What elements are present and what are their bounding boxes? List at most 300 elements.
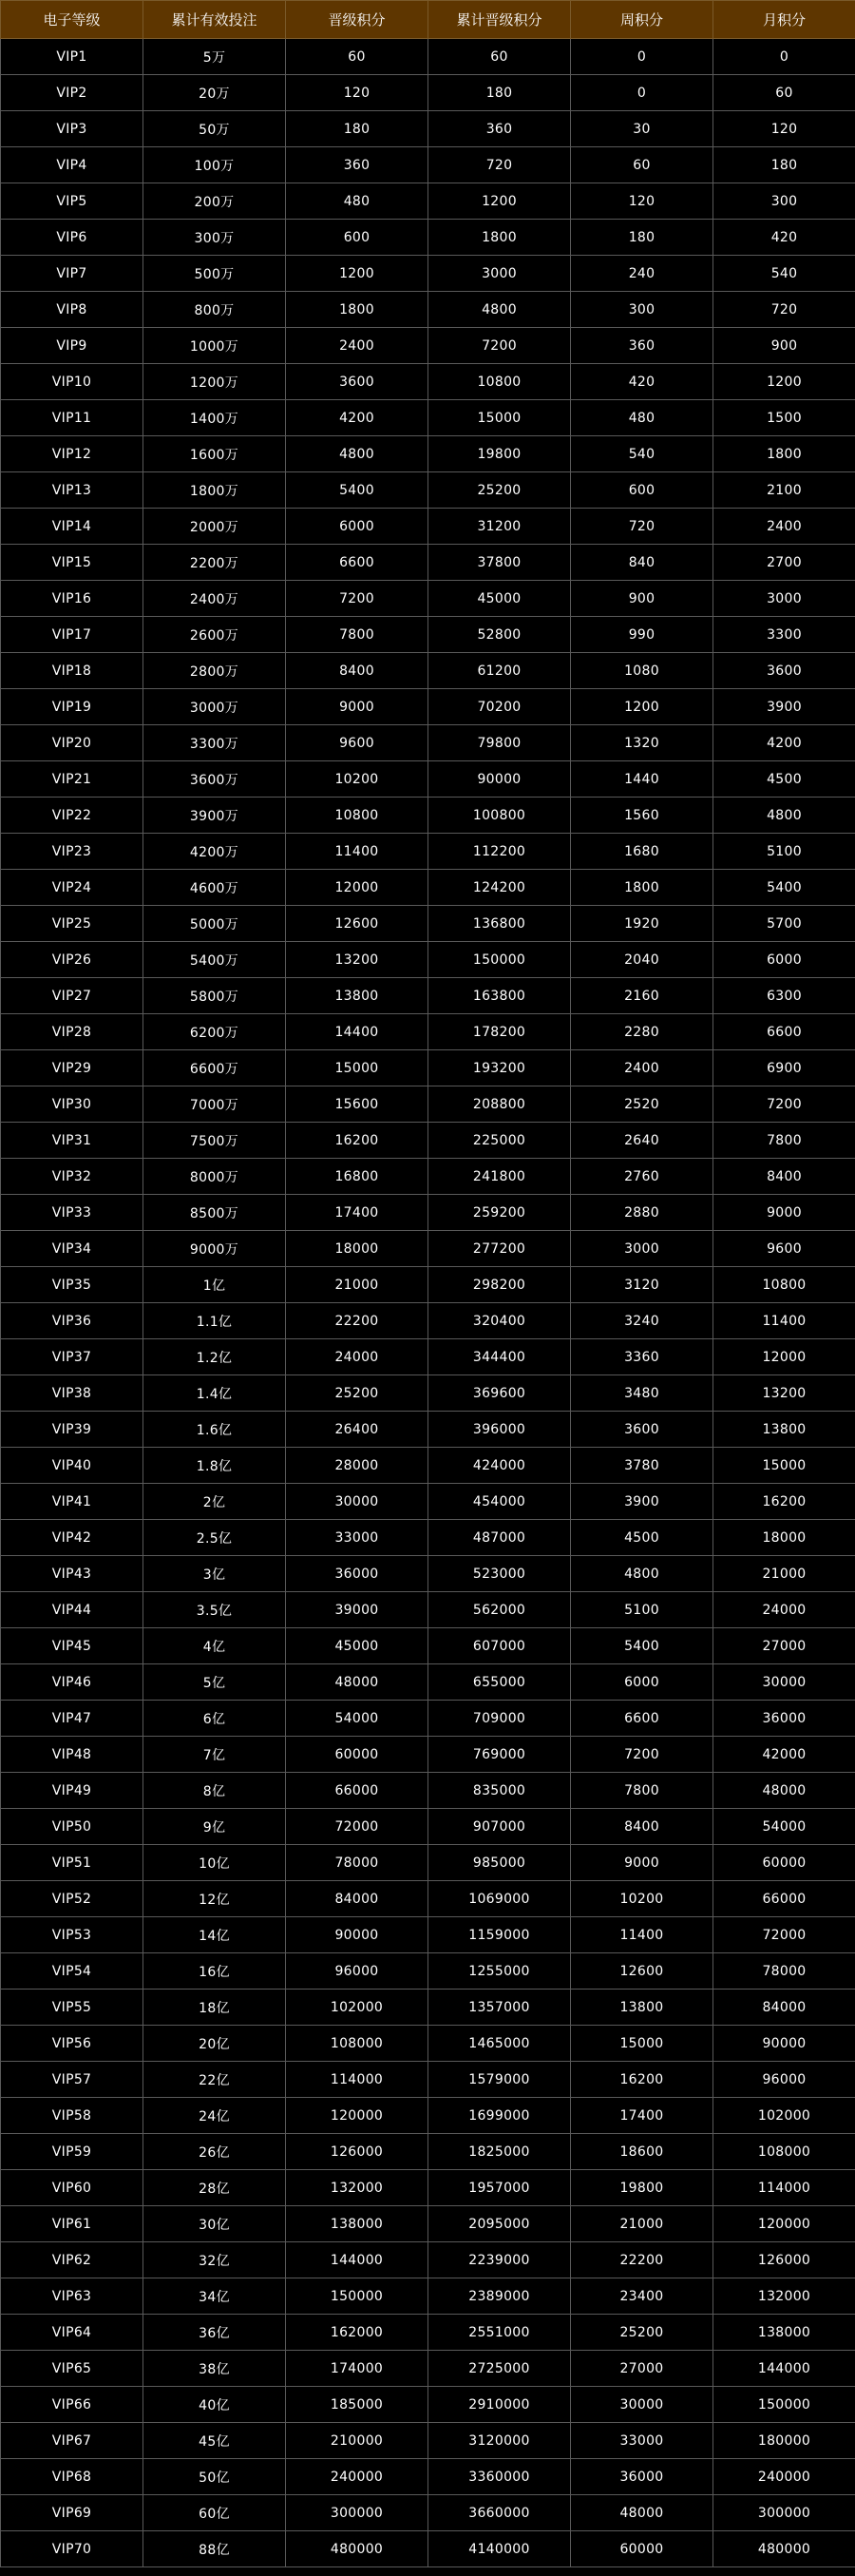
cell-monthly-points: 180000 bbox=[713, 2423, 855, 2459]
header-cell-weekly-points: 周积分 bbox=[571, 1, 713, 39]
cell-weekly-points: 1320 bbox=[571, 725, 713, 761]
table-row bbox=[1, 1159, 855, 1195]
cell-promotion-points: 14400 bbox=[286, 1014, 428, 1050]
cell-promotion-points: 300000 bbox=[286, 2495, 428, 2531]
cell-level: VIP13 bbox=[1, 472, 143, 509]
table-row bbox=[1, 1339, 855, 1375]
table-row bbox=[1, 581, 855, 617]
cell-promotion-points: 8400 bbox=[286, 653, 428, 689]
cell-monthly-points: 13200 bbox=[713, 1375, 855, 1412]
cell-level: VIP44 bbox=[1, 1592, 143, 1628]
cell-weekly-points: 12600 bbox=[571, 1953, 713, 1990]
cell-total-bet: 3300万 bbox=[143, 725, 286, 761]
cell-total-promotion-points: 360 bbox=[428, 111, 571, 147]
cell-weekly-points: 22200 bbox=[571, 2242, 713, 2278]
cell-total-bet: 3000万 bbox=[143, 689, 286, 725]
cell-total-promotion-points: 2725000 bbox=[428, 2351, 571, 2387]
table-row bbox=[1, 1845, 855, 1881]
cell-total-bet: 24亿 bbox=[143, 2098, 286, 2134]
cell-weekly-points: 2520 bbox=[571, 1086, 713, 1123]
cell-promotion-points: 16200 bbox=[286, 1123, 428, 1159]
cell-weekly-points: 25200 bbox=[571, 2315, 713, 2351]
cell-monthly-points: 72000 bbox=[713, 1917, 855, 1953]
cell-monthly-points: 54000 bbox=[713, 1809, 855, 1845]
cell-monthly-points: 42000 bbox=[713, 1737, 855, 1773]
cell-total-bet: 8000万 bbox=[143, 1159, 286, 1195]
cell-monthly-points: 900 bbox=[713, 328, 855, 364]
cell-total-promotion-points: 320400 bbox=[428, 1303, 571, 1339]
cell-weekly-points: 180 bbox=[571, 220, 713, 256]
cell-promotion-points: 72000 bbox=[286, 1809, 428, 1845]
cell-weekly-points: 33000 bbox=[571, 2423, 713, 2459]
cell-total-promotion-points: 396000 bbox=[428, 1412, 571, 1448]
cell-level: VIP35 bbox=[1, 1267, 143, 1303]
cell-weekly-points: 16200 bbox=[571, 2062, 713, 2098]
cell-monthly-points: 108000 bbox=[713, 2134, 855, 2170]
cell-total-bet: 38亿 bbox=[143, 2351, 286, 2387]
cell-weekly-points: 2760 bbox=[571, 1159, 713, 1195]
cell-promotion-points: 96000 bbox=[286, 1953, 428, 1990]
cell-total-bet: 5000万 bbox=[143, 906, 286, 942]
cell-weekly-points: 6000 bbox=[571, 1664, 713, 1701]
cell-level: VIP20 bbox=[1, 725, 143, 761]
cell-total-bet: 20亿 bbox=[143, 2026, 286, 2062]
table-row bbox=[1, 400, 855, 436]
cell-promotion-points: 22200 bbox=[286, 1303, 428, 1339]
header-cell-total-promotion-points: 累计晋级积分 bbox=[428, 1, 571, 39]
cell-weekly-points: 1200 bbox=[571, 689, 713, 725]
cell-promotion-points: 4800 bbox=[286, 436, 428, 472]
cell-weekly-points: 720 bbox=[571, 509, 713, 545]
cell-level: VIP2 bbox=[1, 75, 143, 111]
cell-total-bet: 18亿 bbox=[143, 1990, 286, 2026]
cell-weekly-points: 3360 bbox=[571, 1339, 713, 1375]
cell-weekly-points: 3600 bbox=[571, 1412, 713, 1448]
cell-level: VIP61 bbox=[1, 2206, 143, 2242]
cell-level: VIP52 bbox=[1, 1881, 143, 1917]
cell-weekly-points: 420 bbox=[571, 364, 713, 400]
cell-total-promotion-points: 225000 bbox=[428, 1123, 571, 1159]
cell-monthly-points: 126000 bbox=[713, 2242, 855, 2278]
cell-monthly-points: 300 bbox=[713, 183, 855, 220]
table-row bbox=[1, 111, 855, 147]
cell-total-promotion-points: 562000 bbox=[428, 1592, 571, 1628]
cell-weekly-points: 1800 bbox=[571, 870, 713, 906]
table-row bbox=[1, 1231, 855, 1267]
cell-promotion-points: 480000 bbox=[286, 2531, 428, 2567]
cell-level: VIP68 bbox=[1, 2459, 143, 2495]
cell-monthly-points: 11400 bbox=[713, 1303, 855, 1339]
cell-promotion-points: 7200 bbox=[286, 581, 428, 617]
cell-total-bet: 1.8亿 bbox=[143, 1448, 286, 1484]
cell-promotion-points: 84000 bbox=[286, 1881, 428, 1917]
cell-total-bet: 2400万 bbox=[143, 581, 286, 617]
cell-level: VIP9 bbox=[1, 328, 143, 364]
cell-total-promotion-points: 655000 bbox=[428, 1664, 571, 1701]
table-row bbox=[1, 2170, 855, 2206]
table-row bbox=[1, 870, 855, 906]
table-row bbox=[1, 689, 855, 725]
cell-weekly-points: 5400 bbox=[571, 1628, 713, 1664]
cell-total-promotion-points: 907000 bbox=[428, 1809, 571, 1845]
cell-promotion-points: 150000 bbox=[286, 2278, 428, 2315]
cell-level: VIP12 bbox=[1, 436, 143, 472]
cell-level: VIP16 bbox=[1, 581, 143, 617]
cell-promotion-points: 66000 bbox=[286, 1773, 428, 1809]
cell-total-promotion-points: 709000 bbox=[428, 1701, 571, 1737]
table-row bbox=[1, 1412, 855, 1448]
cell-total-promotion-points: 1357000 bbox=[428, 1990, 571, 2026]
cell-total-bet: 22亿 bbox=[143, 2062, 286, 2098]
cell-weekly-points: 5100 bbox=[571, 1592, 713, 1628]
cell-promotion-points: 30000 bbox=[286, 1484, 428, 1520]
cell-total-promotion-points: 1800 bbox=[428, 220, 571, 256]
cell-weekly-points: 360 bbox=[571, 328, 713, 364]
cell-total-bet: 1.2亿 bbox=[143, 1339, 286, 1375]
cell-level: VIP67 bbox=[1, 2423, 143, 2459]
table-row bbox=[1, 1375, 855, 1412]
cell-total-bet: 20万 bbox=[143, 75, 286, 111]
cell-monthly-points: 7200 bbox=[713, 1086, 855, 1123]
cell-weekly-points: 990 bbox=[571, 617, 713, 653]
cell-total-promotion-points: 180 bbox=[428, 75, 571, 111]
cell-total-promotion-points: 259200 bbox=[428, 1195, 571, 1231]
cell-weekly-points: 6600 bbox=[571, 1701, 713, 1737]
table-row bbox=[1, 798, 855, 834]
cell-promotion-points: 24000 bbox=[286, 1339, 428, 1375]
cell-total-bet: 1.4亿 bbox=[143, 1375, 286, 1412]
cell-promotion-points: 48000 bbox=[286, 1664, 428, 1701]
cell-total-promotion-points: 4140000 bbox=[428, 2531, 571, 2567]
cell-monthly-points: 9000 bbox=[713, 1195, 855, 1231]
cell-monthly-points: 6300 bbox=[713, 978, 855, 1014]
cell-total-promotion-points: 7200 bbox=[428, 328, 571, 364]
cell-total-promotion-points: 1699000 bbox=[428, 2098, 571, 2134]
table-row bbox=[1, 1303, 855, 1339]
cell-promotion-points: 13200 bbox=[286, 942, 428, 978]
cell-promotion-points: 25200 bbox=[286, 1375, 428, 1412]
cell-level: VIP31 bbox=[1, 1123, 143, 1159]
cell-level: VIP25 bbox=[1, 906, 143, 942]
cell-monthly-points: 4500 bbox=[713, 761, 855, 798]
table-row bbox=[1, 147, 855, 183]
table-row bbox=[1, 509, 855, 545]
cell-weekly-points: 2160 bbox=[571, 978, 713, 1014]
cell-weekly-points: 19800 bbox=[571, 2170, 713, 2206]
table-body bbox=[1, 39, 855, 2567]
cell-total-bet: 6200万 bbox=[143, 1014, 286, 1050]
table-row bbox=[1, 2206, 855, 2242]
cell-weekly-points: 480 bbox=[571, 400, 713, 436]
cell-total-promotion-points: 2551000 bbox=[428, 2315, 571, 2351]
cell-monthly-points: 150000 bbox=[713, 2387, 855, 2423]
cell-monthly-points: 114000 bbox=[713, 2170, 855, 2206]
table-row bbox=[1, 1484, 855, 1520]
cell-total-bet: 28亿 bbox=[143, 2170, 286, 2206]
cell-promotion-points: 7800 bbox=[286, 617, 428, 653]
cell-weekly-points: 2040 bbox=[571, 942, 713, 978]
cell-total-bet: 2.5亿 bbox=[143, 1520, 286, 1556]
cell-total-bet: 60亿 bbox=[143, 2495, 286, 2531]
cell-total-promotion-points: 487000 bbox=[428, 1520, 571, 1556]
cell-weekly-points: 540 bbox=[571, 436, 713, 472]
cell-weekly-points: 11400 bbox=[571, 1917, 713, 1953]
cell-total-promotion-points: 150000 bbox=[428, 942, 571, 978]
cell-total-promotion-points: 3660000 bbox=[428, 2495, 571, 2531]
table-row bbox=[1, 834, 855, 870]
cell-level: VIP22 bbox=[1, 798, 143, 834]
cell-total-bet: 6600万 bbox=[143, 1050, 286, 1086]
cell-total-bet: 3.5亿 bbox=[143, 1592, 286, 1628]
cell-monthly-points: 144000 bbox=[713, 2351, 855, 2387]
cell-promotion-points: 78000 bbox=[286, 1845, 428, 1881]
cell-level: VIP4 bbox=[1, 147, 143, 183]
cell-monthly-points: 1800 bbox=[713, 436, 855, 472]
cell-promotion-points: 33000 bbox=[286, 1520, 428, 1556]
cell-weekly-points: 48000 bbox=[571, 2495, 713, 2531]
cell-level: VIP69 bbox=[1, 2495, 143, 2531]
cell-monthly-points: 120000 bbox=[713, 2206, 855, 2242]
cell-total-promotion-points: 163800 bbox=[428, 978, 571, 1014]
cell-total-bet: 7000万 bbox=[143, 1086, 286, 1123]
table-row bbox=[1, 256, 855, 292]
cell-monthly-points: 30000 bbox=[713, 1664, 855, 1701]
cell-total-promotion-points: 136800 bbox=[428, 906, 571, 942]
cell-total-promotion-points: 369600 bbox=[428, 1375, 571, 1412]
cell-total-bet: 2800万 bbox=[143, 653, 286, 689]
cell-monthly-points: 132000 bbox=[713, 2278, 855, 2315]
cell-total-bet: 500万 bbox=[143, 256, 286, 292]
table-row bbox=[1, 2495, 855, 2531]
cell-total-promotion-points: 31200 bbox=[428, 509, 571, 545]
table-row bbox=[1, 1520, 855, 1556]
cell-total-promotion-points: 523000 bbox=[428, 1556, 571, 1592]
cell-total-bet: 4亿 bbox=[143, 1628, 286, 1664]
cell-total-promotion-points: 1957000 bbox=[428, 2170, 571, 2206]
table-row bbox=[1, 2423, 855, 2459]
cell-total-bet: 9亿 bbox=[143, 1809, 286, 1845]
cell-monthly-points: 16200 bbox=[713, 1484, 855, 1520]
cell-monthly-points: 3600 bbox=[713, 653, 855, 689]
cell-level: VIP26 bbox=[1, 942, 143, 978]
table-row bbox=[1, 653, 855, 689]
cell-promotion-points: 132000 bbox=[286, 2170, 428, 2206]
cell-total-bet: 7亿 bbox=[143, 1737, 286, 1773]
cell-level: VIP34 bbox=[1, 1231, 143, 1267]
cell-total-promotion-points: 2239000 bbox=[428, 2242, 571, 2278]
table-row bbox=[1, 1881, 855, 1917]
cell-total-bet: 3600万 bbox=[143, 761, 286, 798]
cell-total-promotion-points: 1200 bbox=[428, 183, 571, 220]
cell-monthly-points: 6900 bbox=[713, 1050, 855, 1086]
cell-weekly-points: 4800 bbox=[571, 1556, 713, 1592]
cell-total-bet: 4600万 bbox=[143, 870, 286, 906]
cell-weekly-points: 4500 bbox=[571, 1520, 713, 1556]
cell-level: VIP62 bbox=[1, 2242, 143, 2278]
cell-total-bet: 3亿 bbox=[143, 1556, 286, 1592]
cell-total-promotion-points: 90000 bbox=[428, 761, 571, 798]
cell-total-bet: 40亿 bbox=[143, 2387, 286, 2423]
cell-level: VIP10 bbox=[1, 364, 143, 400]
cell-monthly-points: 3300 bbox=[713, 617, 855, 653]
cell-weekly-points: 13800 bbox=[571, 1990, 713, 2026]
cell-weekly-points: 60 bbox=[571, 147, 713, 183]
cell-monthly-points: 78000 bbox=[713, 1953, 855, 1990]
table-row bbox=[1, 472, 855, 509]
cell-total-promotion-points: 985000 bbox=[428, 1845, 571, 1881]
cell-promotion-points: 54000 bbox=[286, 1701, 428, 1737]
cell-total-bet: 34亿 bbox=[143, 2278, 286, 2315]
cell-total-bet: 100万 bbox=[143, 147, 286, 183]
cell-total-promotion-points: 45000 bbox=[428, 581, 571, 617]
table-row bbox=[1, 2242, 855, 2278]
cell-level: VIP5 bbox=[1, 183, 143, 220]
cell-total-bet: 9000万 bbox=[143, 1231, 286, 1267]
cell-monthly-points: 8400 bbox=[713, 1159, 855, 1195]
table-row bbox=[1, 436, 855, 472]
cell-level: VIP50 bbox=[1, 1809, 143, 1845]
cell-monthly-points: 5700 bbox=[713, 906, 855, 942]
table-row bbox=[1, 1990, 855, 2026]
header-cell-promotion-points: 晋级积分 bbox=[286, 1, 428, 39]
cell-promotion-points: 13800 bbox=[286, 978, 428, 1014]
cell-total-bet: 16亿 bbox=[143, 1953, 286, 1990]
cell-monthly-points: 6000 bbox=[713, 942, 855, 978]
cell-total-bet: 2600万 bbox=[143, 617, 286, 653]
cell-weekly-points: 3900 bbox=[571, 1484, 713, 1520]
cell-level: VIP58 bbox=[1, 2098, 143, 2134]
cell-total-promotion-points: 70200 bbox=[428, 689, 571, 725]
cell-level: VIP7 bbox=[1, 256, 143, 292]
cell-promotion-points: 144000 bbox=[286, 2242, 428, 2278]
table-row bbox=[1, 1773, 855, 1809]
cell-total-promotion-points: 1069000 bbox=[428, 1881, 571, 1917]
cell-level: VIP43 bbox=[1, 1556, 143, 1592]
table-row bbox=[1, 1917, 855, 1953]
cell-weekly-points: 17400 bbox=[571, 2098, 713, 2134]
table-row bbox=[1, 220, 855, 256]
cell-promotion-points: 6000 bbox=[286, 509, 428, 545]
cell-total-bet: 26亿 bbox=[143, 2134, 286, 2170]
cell-weekly-points: 3480 bbox=[571, 1375, 713, 1412]
cell-weekly-points: 3120 bbox=[571, 1267, 713, 1303]
cell-total-promotion-points: 298200 bbox=[428, 1267, 571, 1303]
table-row bbox=[1, 75, 855, 111]
table-row bbox=[1, 1014, 855, 1050]
cell-monthly-points: 300000 bbox=[713, 2495, 855, 2531]
cell-level: VIP6 bbox=[1, 220, 143, 256]
cell-promotion-points: 36000 bbox=[286, 1556, 428, 1592]
cell-weekly-points: 3000 bbox=[571, 1231, 713, 1267]
cell-promotion-points: 45000 bbox=[286, 1628, 428, 1664]
cell-total-promotion-points: 2389000 bbox=[428, 2278, 571, 2315]
cell-total-bet: 32亿 bbox=[143, 2242, 286, 2278]
cell-total-promotion-points: 37800 bbox=[428, 545, 571, 581]
cell-level: VIP53 bbox=[1, 1917, 143, 1953]
cell-weekly-points: 23400 bbox=[571, 2278, 713, 2315]
cell-promotion-points: 90000 bbox=[286, 1917, 428, 1953]
cell-level: VIP18 bbox=[1, 653, 143, 689]
cell-monthly-points: 3000 bbox=[713, 581, 855, 617]
header-cell-level: 电子等级 bbox=[1, 1, 143, 39]
cell-total-bet: 2200万 bbox=[143, 545, 286, 581]
cell-promotion-points: 162000 bbox=[286, 2315, 428, 2351]
cell-monthly-points: 90000 bbox=[713, 2026, 855, 2062]
cell-total-promotion-points: 178200 bbox=[428, 1014, 571, 1050]
cell-level: VIP27 bbox=[1, 978, 143, 1014]
cell-total-promotion-points: 607000 bbox=[428, 1628, 571, 1664]
cell-total-bet: 4200万 bbox=[143, 834, 286, 870]
cell-total-promotion-points: 2910000 bbox=[428, 2387, 571, 2423]
cell-promotion-points: 174000 bbox=[286, 2351, 428, 2387]
cell-weekly-points: 2280 bbox=[571, 1014, 713, 1050]
cell-level: VIP39 bbox=[1, 1412, 143, 1448]
cell-promotion-points: 12600 bbox=[286, 906, 428, 942]
cell-level: VIP19 bbox=[1, 689, 143, 725]
table-row bbox=[1, 39, 855, 75]
cell-promotion-points: 18000 bbox=[286, 1231, 428, 1267]
cell-monthly-points: 24000 bbox=[713, 1592, 855, 1628]
cell-promotion-points: 3600 bbox=[286, 364, 428, 400]
cell-total-bet: 200万 bbox=[143, 183, 286, 220]
cell-weekly-points: 1440 bbox=[571, 761, 713, 798]
cell-weekly-points: 0 bbox=[571, 75, 713, 111]
cell-total-bet: 45亿 bbox=[143, 2423, 286, 2459]
cell-monthly-points: 18000 bbox=[713, 1520, 855, 1556]
cell-monthly-points: 720 bbox=[713, 292, 855, 328]
table-row bbox=[1, 761, 855, 798]
cell-weekly-points: 300 bbox=[571, 292, 713, 328]
cell-level: VIP36 bbox=[1, 1303, 143, 1339]
cell-monthly-points: 15000 bbox=[713, 1448, 855, 1484]
cell-level: VIP1 bbox=[1, 39, 143, 75]
table-row bbox=[1, 1809, 855, 1845]
cell-total-promotion-points: 1579000 bbox=[428, 2062, 571, 2098]
header-cell-total-bet: 累计有效投注 bbox=[143, 1, 286, 39]
cell-promotion-points: 180 bbox=[286, 111, 428, 147]
cell-weekly-points: 0 bbox=[571, 39, 713, 75]
cell-level: VIP64 bbox=[1, 2315, 143, 2351]
table-row bbox=[1, 2026, 855, 2062]
cell-total-promotion-points: 10800 bbox=[428, 364, 571, 400]
cell-level: VIP32 bbox=[1, 1159, 143, 1195]
cell-weekly-points: 120 bbox=[571, 183, 713, 220]
cell-monthly-points: 120 bbox=[713, 111, 855, 147]
cell-level: VIP42 bbox=[1, 1520, 143, 1556]
table-row bbox=[1, 942, 855, 978]
cell-total-bet: 30亿 bbox=[143, 2206, 286, 2242]
cell-total-promotion-points: 720 bbox=[428, 147, 571, 183]
cell-level: VIP48 bbox=[1, 1737, 143, 1773]
cell-level: VIP46 bbox=[1, 1664, 143, 1701]
cell-monthly-points: 3900 bbox=[713, 689, 855, 725]
cell-level: VIP55 bbox=[1, 1990, 143, 2026]
table-row bbox=[1, 1448, 855, 1484]
table-row bbox=[1, 183, 855, 220]
table-row bbox=[1, 1664, 855, 1701]
cell-monthly-points: 1200 bbox=[713, 364, 855, 400]
table-row bbox=[1, 2278, 855, 2315]
cell-promotion-points: 5400 bbox=[286, 472, 428, 509]
cell-promotion-points: 10200 bbox=[286, 761, 428, 798]
cell-total-bet: 2000万 bbox=[143, 509, 286, 545]
table-row bbox=[1, 2098, 855, 2134]
cell-total-bet: 1400万 bbox=[143, 400, 286, 436]
cell-total-bet: 1200万 bbox=[143, 364, 286, 400]
cell-promotion-points: 4200 bbox=[286, 400, 428, 436]
cell-monthly-points: 480000 bbox=[713, 2531, 855, 2567]
cell-weekly-points: 7800 bbox=[571, 1773, 713, 1809]
